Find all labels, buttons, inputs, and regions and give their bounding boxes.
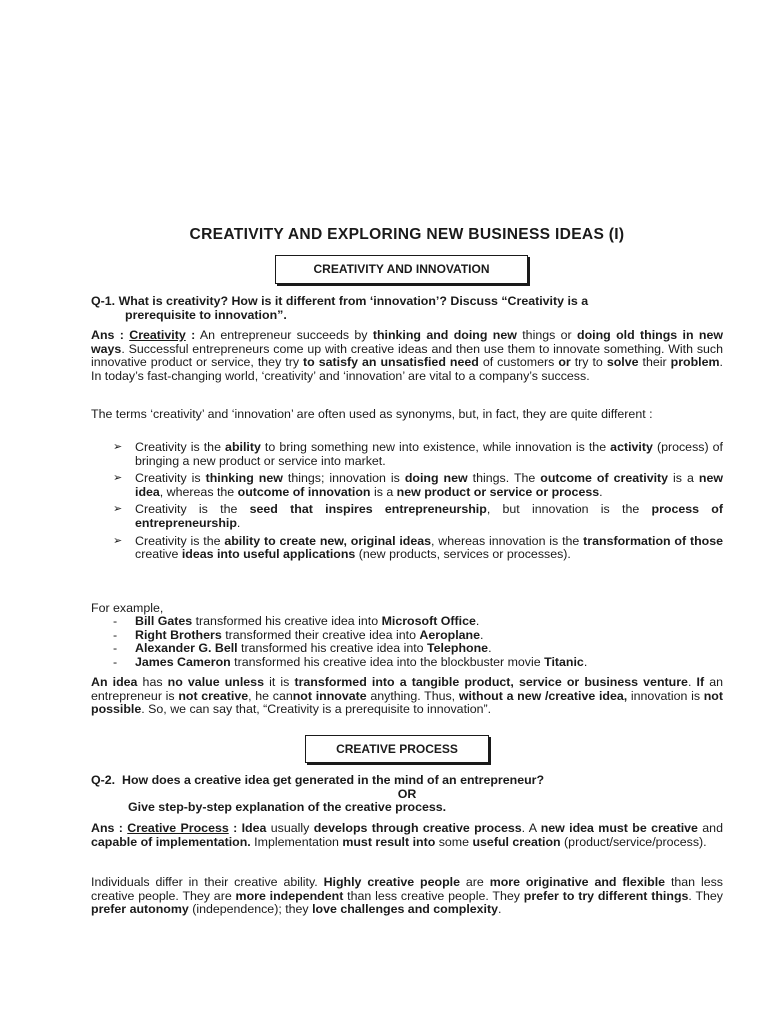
- text: anything. Thus,: [366, 688, 459, 703]
- example-intro: For example,: [91, 601, 164, 615]
- text: . They: [688, 888, 723, 903]
- page-title: CREATIVITY AND EXPLORING NEW BUSINESS IDEAS (I): [189, 226, 625, 243]
- text: Creativity is the: [135, 502, 250, 517]
- bold-text: Telephone: [427, 641, 489, 656]
- individuals-paragraph: [91, 876, 723, 917]
- text: (new products, services or processes).: [355, 547, 571, 562]
- text: Individuals differ in their creative ability.: [91, 875, 324, 889]
- bold-text: not creative: [178, 688, 249, 703]
- bold-text: ability: [225, 440, 261, 454]
- example-list: [113, 615, 723, 669]
- text: and: [697, 821, 723, 835]
- text: usually: [266, 821, 314, 835]
- text: to bring something new into existence, while innovation is the: [260, 440, 611, 454]
- bold-text: James Cameron: [135, 654, 231, 669]
- example-item: [113, 656, 723, 670]
- bold-text: must result into: [342, 834, 436, 849]
- bullet-item: [113, 535, 723, 562]
- text: of customers: [478, 355, 559, 370]
- text: it is: [263, 675, 295, 689]
- text: an entrepreneur is: [91, 675, 723, 703]
- answer-label: Ans :: [91, 328, 124, 342]
- bold-text: transformation of those: [583, 533, 723, 548]
- answer-1-paragraph: [91, 329, 723, 383]
- text: .: [498, 902, 502, 917]
- text: things; innovation is: [282, 471, 405, 486]
- text: is a: [668, 471, 699, 486]
- text: transformed his creative idea into the blockbuster movie: [230, 654, 545, 669]
- text: .: [583, 654, 588, 669]
- bold-text: activity: [610, 440, 653, 454]
- question-2: [91, 774, 723, 815]
- bold-text: solve: [606, 355, 639, 370]
- bullet-item: [113, 472, 723, 499]
- text: An entrepreneur succeeds by: [195, 328, 373, 342]
- bold-text: love challenges and complexity: [312, 902, 499, 917]
- arrow-bullet-icon: ➢: [113, 503, 123, 516]
- bold-text: An idea: [91, 675, 138, 689]
- bold-text: without a new /creative idea,: [458, 688, 628, 703]
- heading-colon: :: [185, 328, 196, 342]
- example-item: [113, 642, 723, 656]
- question-1-line2: prerequisite to innovation”.: [125, 307, 287, 322]
- comparison-bullet-list: [113, 441, 723, 566]
- section-heading-creativity-innovation: CREATIVITY AND INNOVATION: [275, 255, 528, 284]
- bold-text: If: [696, 675, 705, 689]
- dash-bullet: -: [113, 614, 118, 628]
- question-1-line1: What is creativity? How is it different from ‘innovation’? Discuss “Creativity is a: [118, 294, 589, 308]
- bold-text: outcome of creativity: [540, 471, 669, 486]
- bold-text: doing new: [404, 471, 468, 486]
- dash-bullet: -: [113, 641, 118, 656]
- question-2-label: Q-2.: [91, 773, 116, 787]
- text: transformed their creative idea into: [221, 627, 420, 642]
- text: .: [488, 641, 492, 656]
- text: than less creative people. They are: [91, 875, 723, 903]
- bold-text: Highly creative people: [323, 875, 460, 889]
- bold-text: Titanic: [544, 654, 584, 669]
- example-item: [113, 629, 723, 643]
- text: .: [236, 515, 241, 530]
- question-1-text: [91, 295, 723, 322]
- text: . So, we can say that, “Creativity is a prerequisite to innovation”.: [141, 702, 492, 717]
- text: .: [687, 675, 697, 689]
- bold-text: new idea must be creative: [540, 821, 698, 835]
- bold-text: Bill Gates: [135, 614, 193, 628]
- bold-text: ideas into useful applications: [181, 547, 356, 562]
- question-2-line2: Give step-by-step explanation of the creative process.: [128, 800, 447, 815]
- text: Creativity is: [135, 471, 206, 486]
- text: innovation is: [627, 688, 704, 703]
- section-heading-creative-process: CREATIVE PROCESS: [305, 735, 489, 763]
- text: are: [460, 875, 490, 889]
- bold-text: problem: [670, 355, 720, 370]
- text: try to: [570, 355, 607, 370]
- question-1-label: Q-1.: [91, 294, 116, 308]
- bold-text: seed that inspires entrepreneurship: [249, 502, 487, 517]
- bold-text: new product or service or process: [396, 484, 600, 499]
- question-1: [91, 295, 723, 322]
- arrow-bullet-icon: ➢: [113, 472, 123, 485]
- bold-text: Microsoft Office: [381, 614, 476, 628]
- text: (product/service/process).: [560, 834, 707, 849]
- bold-text: not possible: [91, 688, 723, 717]
- text: things. The: [467, 471, 541, 486]
- bold-text: transformed into a tangible product, service or business venture: [294, 675, 688, 689]
- bold-text: doing old things in new ways: [91, 328, 723, 356]
- text: creative: [135, 547, 182, 562]
- example-item: [113, 615, 723, 629]
- text: than less creative people. They: [343, 888, 524, 903]
- bold-text: prefer to try different things: [523, 888, 689, 903]
- bold-text: develops through creative process: [313, 821, 522, 835]
- bold-text: useful creation: [472, 834, 561, 849]
- answer-heading: Creative Process: [127, 821, 229, 835]
- text: (process) of bringing a new product or service into market.: [135, 440, 724, 468]
- arrow-bullet-icon: ➢: [113, 441, 123, 453]
- bold-text: Right Brothers: [135, 627, 222, 642]
- bullet-item: [113, 441, 723, 468]
- bold-text: prefer autonomy: [91, 902, 189, 917]
- text: Creativity is the: [135, 533, 225, 548]
- arrow-bullet-icon: ➢: [113, 534, 123, 547]
- bold-text: new idea: [135, 471, 723, 499]
- text: Creativity is the: [135, 440, 226, 454]
- text: How does a creative idea get generated in the mind of an entrepreneur?: [122, 773, 545, 787]
- bold-text: thinking new: [205, 471, 283, 486]
- text: transformed his creative idea into: [237, 641, 428, 656]
- bold-text: Alexander G. Bell: [135, 641, 238, 656]
- text: things or: [516, 328, 578, 342]
- bold-text: thinking and doing new: [372, 328, 517, 342]
- text: their: [638, 355, 671, 370]
- text: .: [480, 627, 484, 642]
- text: , but innovation is the: [486, 502, 652, 517]
- terms-paragraph: The terms ‘creativity’ and ‘innovation’ are often used as synonyms, but, in fact, they are quite different :: [91, 407, 653, 421]
- bold-text: more independent: [235, 888, 344, 903]
- answer-label: Ans :: [91, 821, 123, 835]
- text: , whereas the: [159, 484, 238, 499]
- text: .: [475, 614, 480, 628]
- bold-text: no value unless: [167, 675, 264, 689]
- text: . Successful entrepreneurs come up with creative ideas and then use them to innovate something. With such innovative product or service, they try: [91, 341, 723, 370]
- answer-2-paragraph: [91, 822, 723, 849]
- answer-heading: Creativity: [129, 328, 186, 342]
- text: Implementation: [250, 834, 343, 849]
- text: . In today’s fast-changing world, ‘creativity’ and ‘innovation’ are vital to a company’s success.: [91, 355, 723, 383]
- bold-text: more originative and flexible: [489, 875, 666, 889]
- question-2-line1: [91, 774, 723, 788]
- text: (independence); they: [188, 902, 313, 917]
- dash-bullet: -: [113, 654, 118, 669]
- bold-text: outcome of innovation: [237, 484, 371, 499]
- text: some: [435, 834, 473, 849]
- bullet-item: [113, 503, 723, 530]
- question-2-or: OR: [397, 786, 417, 801]
- bold-text: ability to create new, original ideas: [224, 533, 432, 548]
- bold-text: Idea: [237, 821, 267, 835]
- heading-colon: :: [228, 821, 238, 835]
- text: .: [599, 484, 603, 499]
- bold-text: or: [558, 355, 571, 370]
- text: is a: [370, 484, 397, 499]
- idea-paragraph: [91, 676, 723, 717]
- bold-text: not innovate: [292, 688, 367, 703]
- dash-bullet: -: [113, 627, 118, 642]
- bold-text: Aeroplane: [419, 627, 481, 642]
- text: transformed his creative idea into: [192, 614, 382, 628]
- bold-text: capable of implementation.: [91, 834, 251, 849]
- text: , he can: [248, 688, 293, 703]
- text: . A: [521, 821, 541, 835]
- bold-text: to satisfy an unsatisfied need: [303, 355, 479, 370]
- bold-text: process of entrepreneurship: [135, 502, 723, 530]
- text: has: [137, 675, 168, 689]
- text: , whereas innovation is the: [431, 533, 584, 548]
